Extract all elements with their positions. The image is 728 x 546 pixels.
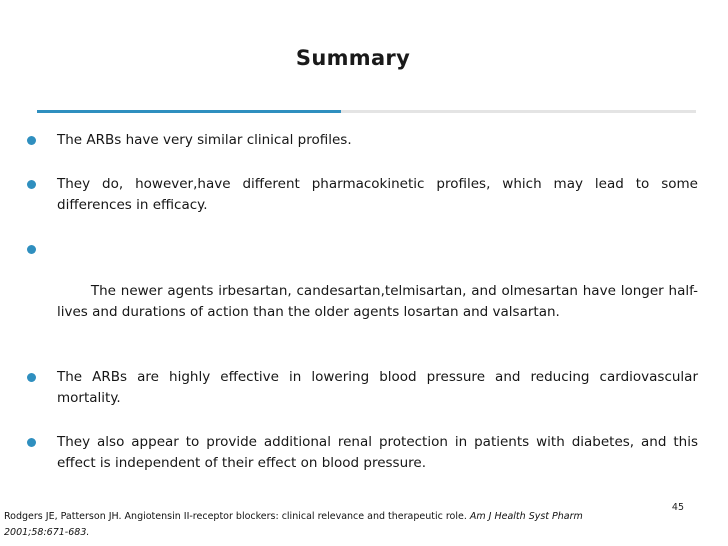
- reference-authors-title: Rodgers JE, Patterson JH. Angiotensin II-receptor blockers: clinical relevance and therapeutic role.: [4, 511, 470, 522]
- bullet-text: They do, however,have different pharmacokinetic profiles, which may lead to some differences in efficacy.: [57, 176, 698, 213]
- bullet-list: [0, 130, 728, 497]
- bullet-item: [0, 432, 728, 474]
- bullet-item: [0, 367, 728, 409]
- bullet-item: [0, 174, 728, 216]
- title-underline-accent: [37, 110, 341, 113]
- bullet-dot-icon: [27, 438, 36, 447]
- bullet-dot-icon: [27, 180, 36, 189]
- reference-citation: [4, 509, 644, 541]
- reference-journal: Am J Health Syst Pharm 2001;58:671-683.: [4, 511, 583, 538]
- title-underline-light: [341, 110, 696, 113]
- slide-title: Summary: [295, 46, 411, 70]
- bullet-text: The ARBs are highly effective in lowering blood pressure and reducing cardiovascular mortality.: [57, 369, 698, 406]
- bullet-item: [0, 239, 728, 344]
- bullet-text: The ARBs have very similar clinical profiles.: [57, 132, 352, 148]
- page-number: 45: [671, 502, 684, 513]
- bullet-dot-icon: [27, 136, 36, 145]
- bullet-dot-icon: [27, 245, 36, 254]
- bullet-text: They also appear to provide additional renal protection in patients with diabetes, and this effect is independent of their effect on blood pressure.: [57, 434, 698, 471]
- bullet-item: [0, 130, 728, 151]
- bullet-dot-icon: [27, 373, 36, 382]
- bullet-text: The newer agents irbesartan, candesartan,telmisartan, and olmesartan have longer half-lives and durations of action than the older agents losartan and valsartan.: [57, 283, 698, 320]
